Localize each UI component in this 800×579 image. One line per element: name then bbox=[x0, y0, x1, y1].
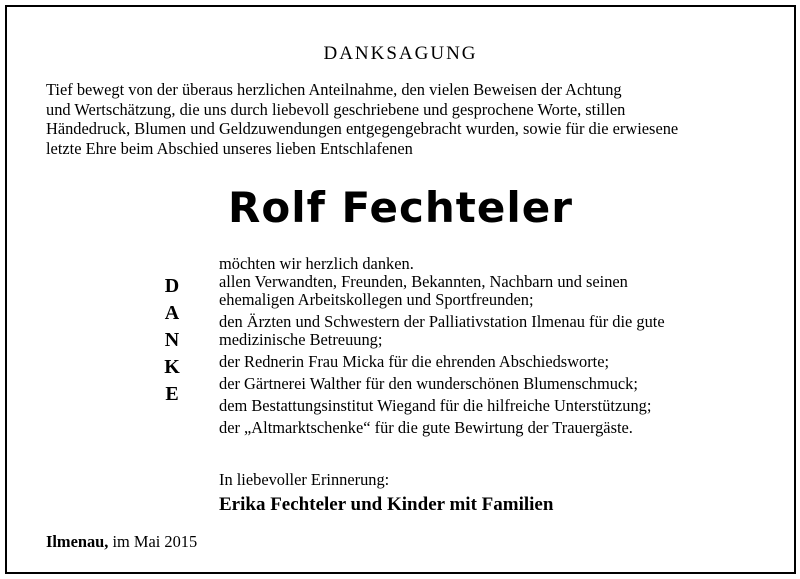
thanks-list bbox=[219, 255, 779, 437]
date-text: im Mai 2015 bbox=[112, 532, 198, 551]
danke-letter: K bbox=[164, 356, 180, 378]
danke-vertical bbox=[157, 273, 187, 408]
notice-heading: DANKSAGUNG bbox=[323, 43, 478, 64]
memory-line: In liebevoller Erinnerung: bbox=[219, 470, 390, 489]
danke-letter: N bbox=[164, 329, 180, 351]
place-name: Ilmenau, bbox=[46, 532, 109, 551]
danke-letter: D bbox=[164, 275, 180, 297]
thanks-item-line: den Ärzten und Schwestern der Palliativstation Ilmenau für die gute bbox=[219, 312, 665, 331]
family-signature: Erika Fechteler und Kinder mit Familien bbox=[219, 494, 554, 515]
thanks-item-line: ehemaligen Arbeitskollegen und Sportfreunden; bbox=[219, 290, 534, 309]
thanks-item-line: medizinische Betreuung; bbox=[219, 330, 383, 349]
intro-line: und Wertschätzung, die uns durch liebevoll geschriebene und gesprochene Worte, stillen bbox=[46, 99, 626, 119]
intro-paragraph bbox=[46, 80, 763, 158]
place-date bbox=[46, 532, 197, 552]
thanks-item-line: der Rednerin Frau Micka für die ehrenden Abschiedsworte; bbox=[219, 352, 610, 371]
thanks-item-line: dem Bestattungsinstitut Wiegand für die hilfreiche Unterstützung; bbox=[219, 396, 652, 415]
obituary-notice bbox=[5, 5, 796, 574]
intro-line: Tief bewegt von der überaus herzlichen Anteilnahme, den vielen Beweisen der Achtung bbox=[46, 80, 622, 99]
thanks-item-line: der Gärtnerei Walther für den wunderschönen Blumenschmuck; bbox=[219, 374, 638, 393]
intro-line: Händedruck, Blumen und Geldzuwendungen entgegengebracht wurden, sowie für die erwiesene bbox=[46, 119, 679, 138]
danke-letter: E bbox=[165, 383, 179, 405]
thanks-item-line: der „Altmarktschenke“ für die gute Bewirtung der Trauergäste. bbox=[219, 418, 633, 437]
thanks-item-line: allen Verwandten, Freunden, Bekannten, Nachbarn und seinen bbox=[219, 272, 628, 291]
deceased-name: Rolf Fechteler bbox=[228, 183, 573, 232]
danke-letter: A bbox=[164, 302, 180, 324]
thanks-opening: möchten wir herzlich danken. bbox=[219, 254, 414, 273]
intro-line: letzte Ehre beim Abschied unseres lieben Entschlafenen bbox=[46, 138, 413, 158]
